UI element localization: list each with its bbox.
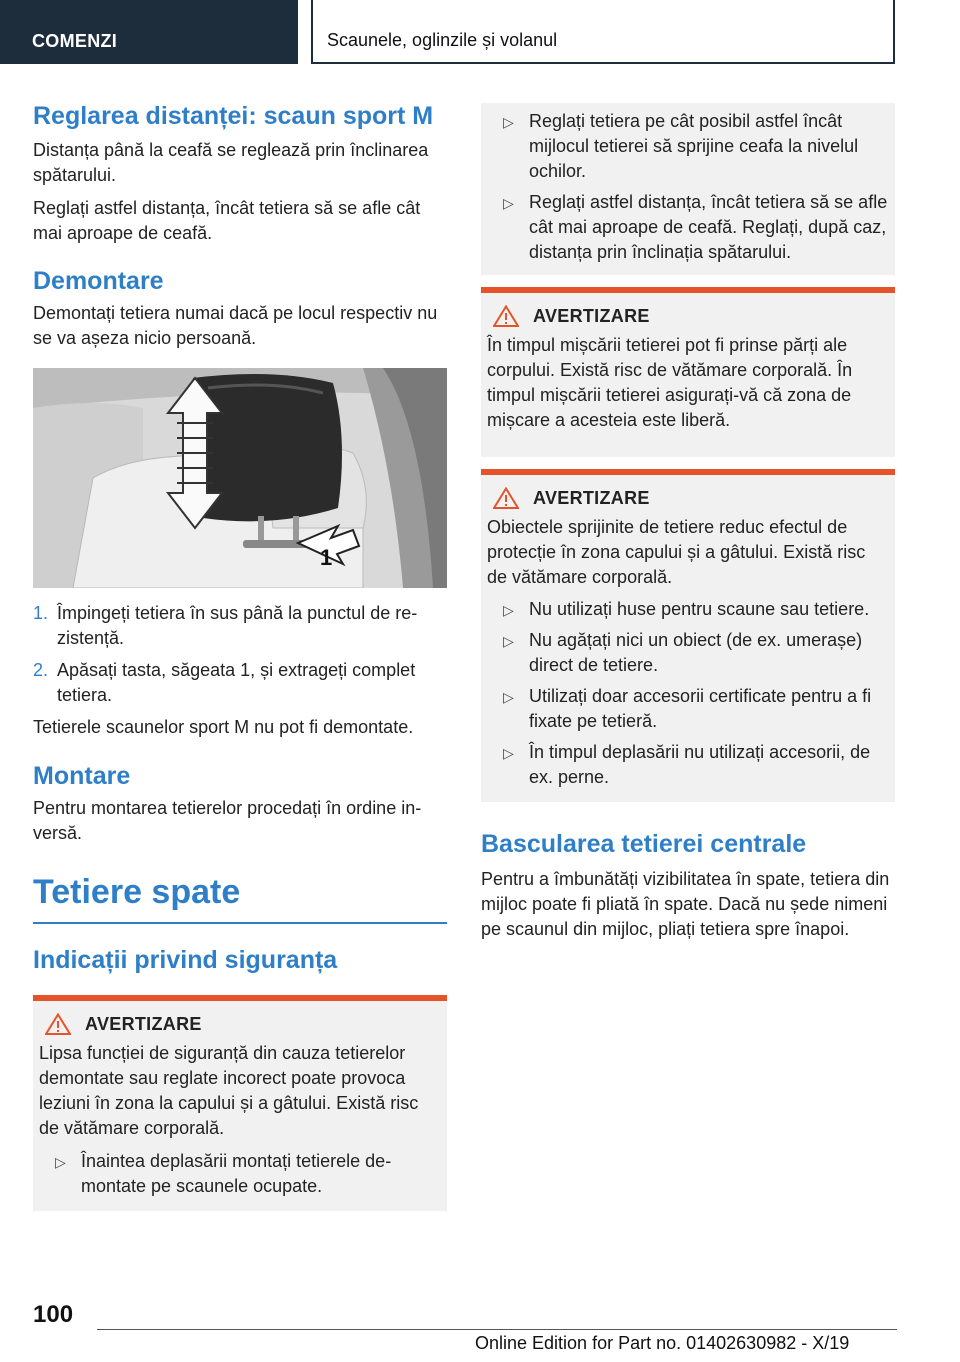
warning-title: AVERTIZARE (533, 487, 650, 508)
list-item: ▷ Utilizați doar accesorii certificate pentru a fi fixate pe tetieră. (503, 686, 872, 731)
warning-text: Obiectele sprijinite de tetiere reduc efectul de protecție în zona capului și a gâtului. Există risc de vătămare corporală. (487, 517, 866, 587)
heading-rule (33, 922, 447, 924)
warning-box-1 (33, 995, 447, 1211)
warning-triangle-icon (45, 1013, 71, 1035)
warning-bullets (39, 1149, 441, 1199)
list-item: ▷ Reglați tetiera pe cât posibil astfel încât mijlocul tetierei să sprijine ceafa la nivelul ochilor. (503, 111, 859, 181)
list-item: ▷ Reglați astfel distanța, încât tetiera să se afle cât mai aproape de ceafă. Reglați, după caz, distanța prin înclinația spătarului. (503, 192, 888, 262)
list-item: 2. Apăsați tasta, săgeata 1, și extrageți complet tetiera. (33, 660, 416, 705)
triangle-right-icon: ▷ (503, 195, 514, 211)
page-number: 100 (33, 1301, 74, 1328)
paragraph-distance-2: Reglați astfel distanța, încât tetiera să se afle cât mai aproape de ceafă. (33, 198, 421, 243)
footer-edition: Online Edition for Part no. 01402630982 - X/19 (475, 1333, 850, 1353)
warning-title: AVERTIZARE (85, 1013, 202, 1034)
headrest-illustration (33, 368, 447, 588)
warning-bullets (487, 597, 889, 790)
warning-box-2 (481, 287, 895, 457)
paragraph-distance-1: Distanța până la ceafă se reglează prin înclinarea spătarului. (33, 140, 429, 185)
triangle-right-icon: ▷ (503, 633, 514, 649)
warning-title: AVERTIZARE (533, 305, 650, 326)
chapter-title: Scaunele, oglinzile și volanul (327, 30, 558, 50)
headrest-figure (33, 368, 447, 588)
warning-text: Lipsa funcției de siguranță din cauza tetierelor demontate sau reglate incorect poate provoca leziuni în zona la capului și a gâtului. Există risc de vătămare corporală. (39, 1043, 419, 1138)
heading-demontare: Demontare (33, 267, 164, 295)
section-title: COMENZI (32, 31, 118, 51)
warning-text: În timpul mișcării tetierei pot fi prinse părți ale corpului. Există risc de vătămare corporală. În timpul mișcării tetierei asigurați-vă că zona de mișcare a acesteia este liberă. (487, 335, 853, 430)
demontare-steps (33, 601, 447, 708)
triangle-right-icon: ▷ (503, 689, 514, 705)
triangle-right-icon: ▷ (503, 602, 514, 618)
section-tab (0, 0, 298, 64)
list-item: ▷ În timpul deplasării nu utilizați accesorii, de ex. perne. (503, 742, 871, 787)
triangle-right-icon: ▷ (503, 745, 514, 761)
paragraph-demontare: Demontați tetiera numai dacă pe locul respectiv nu se va așeza nicio persoană. (33, 303, 438, 348)
heading-center-headrest: Bascularea tetierei centrale (481, 830, 807, 858)
heading-safety: Indicații privind siguranța (33, 946, 338, 974)
figure-callout-number: 1 (320, 545, 333, 570)
footer-rule (97, 1329, 897, 1330)
triangle-right-icon: ▷ (503, 114, 514, 130)
chapter-tab (311, 0, 895, 64)
heading-rear-headrests: Tetiere spate (33, 873, 241, 911)
heading-distance: Reglarea distanței: scaun sport M (33, 102, 434, 130)
warning-triangle-icon (493, 305, 519, 327)
right-column (481, 103, 895, 942)
heading-montare: Montare (33, 762, 131, 790)
warning-triangle-icon (493, 487, 519, 509)
paragraph-sport: Tetierele scaunelor sport M nu pot fi demontate. (33, 717, 414, 737)
list-item: 1. Împingeți tetiera în sus până la punctul de rezistență. (33, 603, 418, 648)
list-item: ▷ Nu utilizați huse pentru scaune sau tetiere. (487, 597, 889, 622)
adjust-tips-box (481, 103, 895, 275)
warning-box-3 (481, 469, 895, 802)
left-column (33, 100, 447, 1211)
list-item: ▷ Înaintea deplasării montați tetierele demontate pe scaunele ocupate. (55, 1151, 392, 1196)
paragraph-montare: Pentru montarea tetierelor procedați în ordine inversă. (33, 798, 422, 843)
adjust-tips (487, 109, 889, 265)
paragraph-center-headrest: Pentru a îmbunătăți vizibilitatea în spate, tetiera din mijloc poate fi pliată în spate. Dacă nu șede nimeni pe scaunul din mijloc, pliați tetiera spre înapoi. (481, 869, 890, 939)
list-item: ▷ Nu agățați nici un obiect (de ex. umerașe) direct de tetiere. (503, 630, 863, 675)
triangle-right-icon: ▷ (55, 1154, 66, 1170)
